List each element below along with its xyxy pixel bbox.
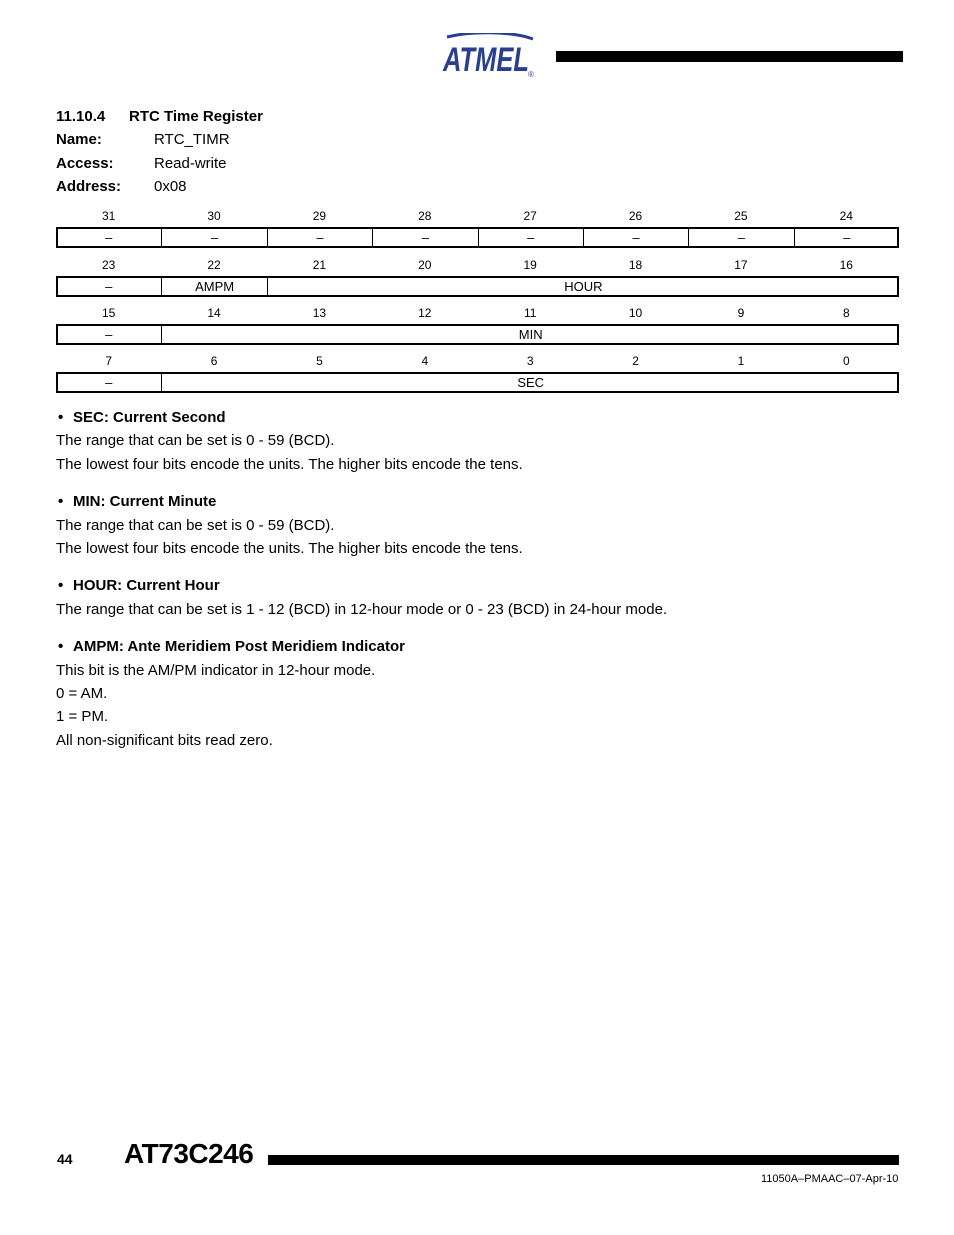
bit-number: 30 xyxy=(207,209,221,223)
bit-number: 29 xyxy=(312,209,327,223)
field-heading-ampm xyxy=(58,638,405,655)
bit-number: 26 xyxy=(628,209,643,223)
register-fields xyxy=(56,324,899,345)
bit-number: 9 xyxy=(737,306,745,320)
bit-number: 22 xyxy=(207,258,221,272)
register-field-cell: HOUR xyxy=(267,278,899,295)
bit-number: 11 xyxy=(523,306,537,320)
footer-rule xyxy=(268,1155,899,1165)
meta-value: RTC_TIMR xyxy=(154,131,230,148)
section-title-text: RTC Time Register xyxy=(129,108,263,125)
bullet: • xyxy=(58,577,64,594)
bit-number: 0 xyxy=(842,354,850,368)
paragraph: The range that can be set is 1 - 12 (BCD) in 12-hour mode or 0 - 23 (BCD) in 24-hour mode. xyxy=(56,601,668,618)
bit-number: 7 xyxy=(105,354,113,368)
bit-number: 4 xyxy=(421,354,429,368)
register-field-cell: – xyxy=(105,375,113,390)
register-field-cell: AMPM xyxy=(161,278,266,295)
register-field-cell: – xyxy=(583,229,688,246)
register-field-cell: – xyxy=(688,229,793,246)
page-number: 44 xyxy=(57,1151,73,1167)
field-heading-text: HOUR: Current Hour xyxy=(73,577,220,594)
bit-number: 13 xyxy=(312,306,327,320)
register-field-cell: – xyxy=(372,229,477,246)
bullet: • xyxy=(58,409,64,426)
field-heading-text: AMPM: Ante Meridiem Post Meridiem Indicator xyxy=(73,638,405,655)
bit-number: 2 xyxy=(632,354,639,368)
register-field-cell: – xyxy=(267,229,372,246)
paragraph: This bit is the AM/PM indicator in 12-hour mode. xyxy=(56,662,376,679)
register-fields xyxy=(56,227,899,248)
bit-number: 18 xyxy=(628,258,643,272)
bit-number: 10 xyxy=(628,306,643,320)
paragraph: 1 = PM. xyxy=(56,708,109,725)
bit-number: 12 xyxy=(418,306,432,320)
field-heading-hour xyxy=(58,577,220,594)
product-name: AT73C246 xyxy=(124,1138,254,1169)
bit-number: 5 xyxy=(316,354,323,368)
bit-number: 1 xyxy=(737,354,745,368)
register-row-7-0 xyxy=(56,354,899,393)
paragraph: The lowest four bits encode the units. The higher bits encode the tens. xyxy=(56,540,523,557)
header-rule xyxy=(556,51,903,62)
register-fields xyxy=(56,372,899,393)
bit-number: 23 xyxy=(102,258,116,272)
register-field-cell: – xyxy=(161,229,266,246)
bit-number: 28 xyxy=(418,209,432,223)
paragraph: All non-significant bits read zero. xyxy=(56,732,273,749)
register-row-15-8 xyxy=(56,306,899,345)
bit-numbers xyxy=(56,354,899,372)
bit-number: 19 xyxy=(523,258,537,272)
document-id: 11050A–PMAAC–07-Apr-10 xyxy=(761,1173,899,1185)
bit-number: 27 xyxy=(523,209,537,223)
bit-number: 16 xyxy=(839,258,853,272)
paragraph: The lowest four bits encode the units. The higher bits encode the tens. xyxy=(56,456,523,473)
field-heading-min xyxy=(58,493,216,510)
bullet: • xyxy=(58,638,64,655)
bit-number: 14 xyxy=(207,306,221,320)
register-field-cell: – xyxy=(478,229,583,246)
register-field-cell: MIN xyxy=(161,326,899,343)
register-field-cell: – xyxy=(794,229,899,246)
register-field-cell: – xyxy=(105,279,113,294)
bit-number: 17 xyxy=(734,258,748,272)
bit-number: 20 xyxy=(418,258,432,272)
paragraph: 0 = AM. xyxy=(56,685,108,702)
bit-number: 15 xyxy=(102,306,116,320)
atmel-logo xyxy=(441,33,537,79)
bit-numbers xyxy=(56,209,899,227)
bit-number: 31 xyxy=(102,209,116,223)
register-fields xyxy=(56,276,899,297)
bit-number: 6 xyxy=(210,354,218,368)
bit-number: 24 xyxy=(839,209,853,223)
meta-value: 0x08 xyxy=(154,178,187,195)
register-field-cell: SEC xyxy=(161,374,899,391)
bullet: • xyxy=(58,493,64,510)
bit-numbers xyxy=(56,258,899,276)
svg-text:®: ® xyxy=(528,70,534,79)
svg-text:ATMEL: ATMEL xyxy=(442,41,529,79)
field-heading-sec xyxy=(58,409,226,426)
paragraph: The range that can be set is 0 - 59 (BCD). xyxy=(56,432,335,449)
bit-number: 8 xyxy=(842,306,850,320)
field-heading-text: MIN: Current Minute xyxy=(73,493,217,510)
section-title xyxy=(56,108,263,125)
bit-number: 21 xyxy=(312,258,327,272)
section-number: 11.10.4 xyxy=(56,108,106,125)
meta-key: Name: xyxy=(56,131,102,148)
meta-key: Access: xyxy=(56,155,114,172)
bit-number: 25 xyxy=(734,209,748,223)
meta-key: Address: xyxy=(56,178,122,195)
field-heading-text: SEC: Current Second xyxy=(73,409,226,426)
register-field-cell: – xyxy=(105,230,113,245)
meta-value: Read-write xyxy=(154,155,227,172)
bit-numbers xyxy=(56,306,899,324)
register-row-31-24 xyxy=(56,209,899,248)
bit-number: 3 xyxy=(526,354,534,368)
paragraph: The range that can be set is 0 - 59 (BCD). xyxy=(56,517,335,534)
register-field-cell: – xyxy=(105,327,113,342)
register-row-23-16 xyxy=(56,258,899,297)
